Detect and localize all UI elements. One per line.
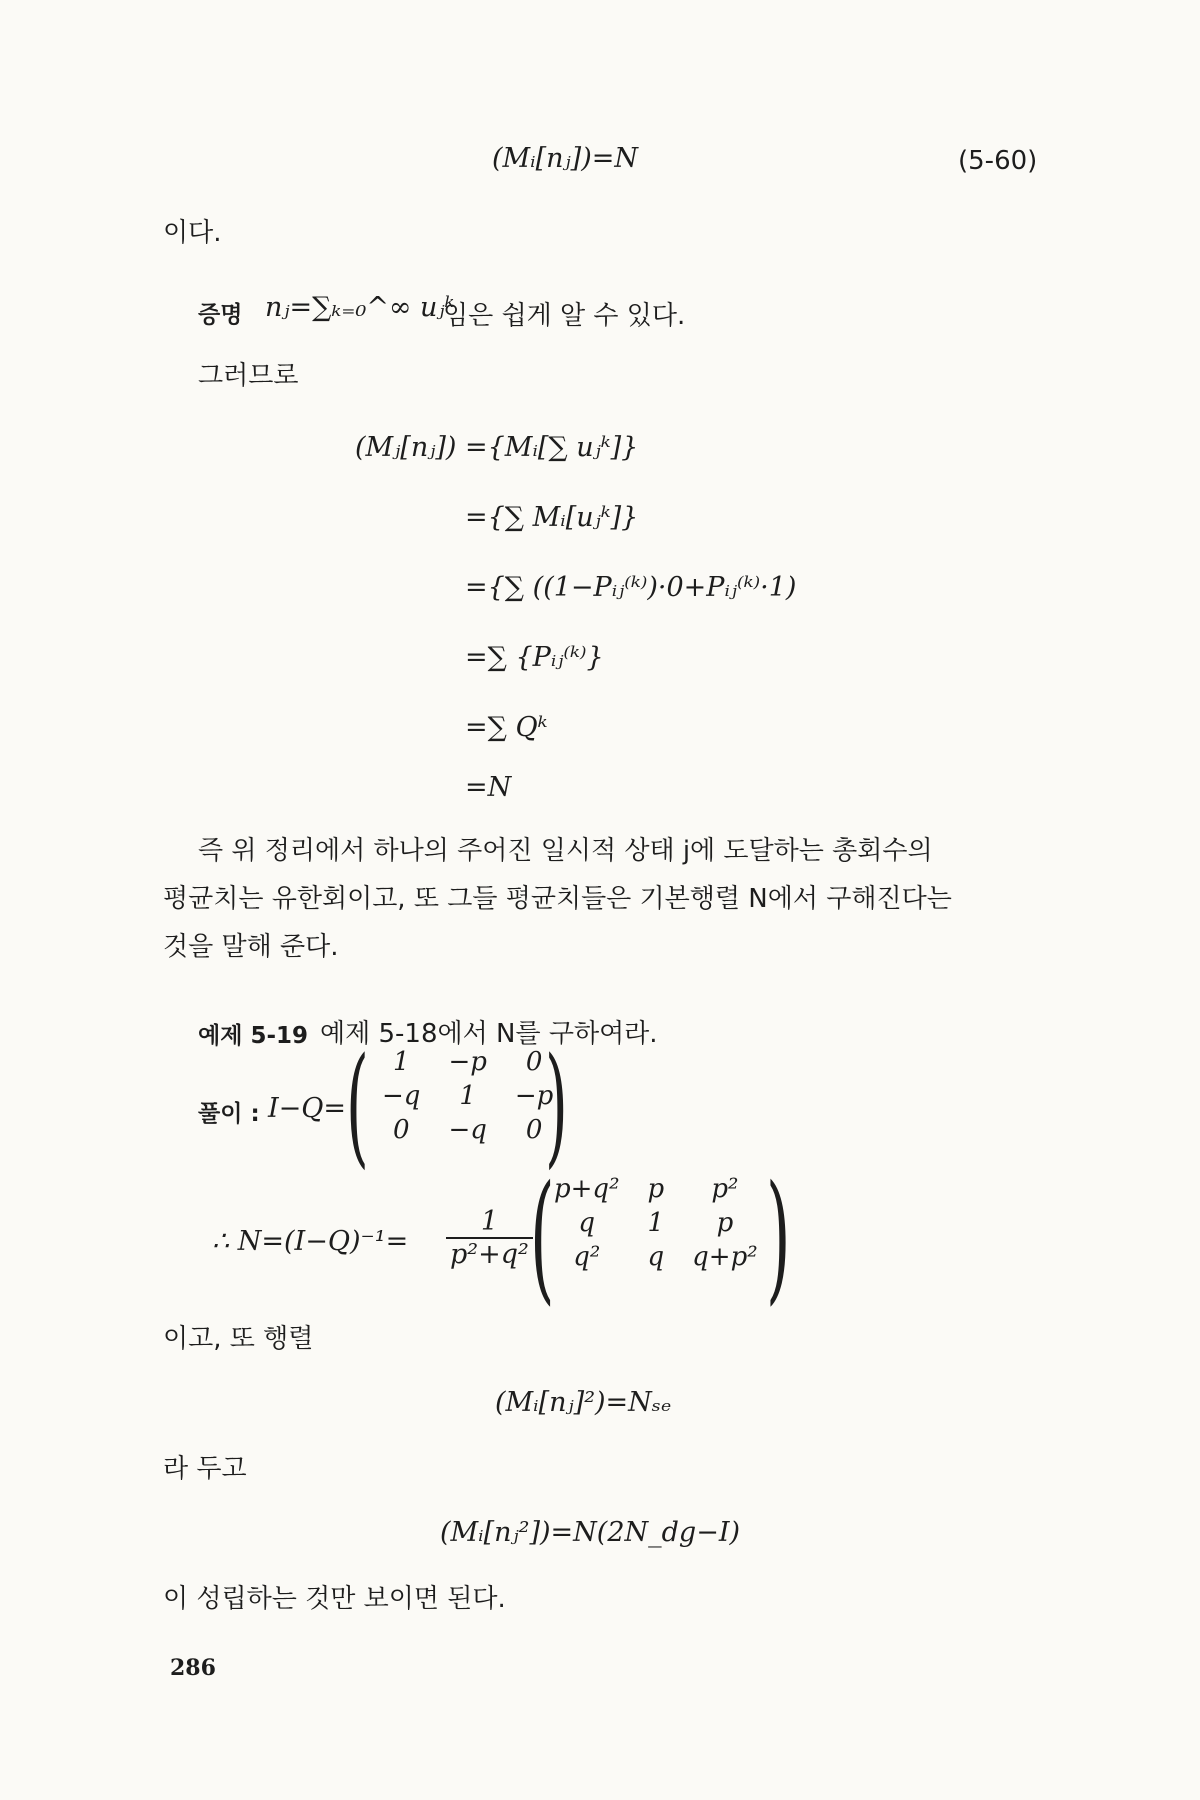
paragraph-line-1: 즉 위 정리에서 하나의 주어진 일시적 상태 j에 도달하는 총회수의 (198, 836, 933, 866)
text-igo: 이고, 또 행렬 (163, 1324, 314, 1354)
matrix-iq-cell: 0 (392, 1115, 410, 1145)
chain-step-5: =∑ Qᵏ (465, 712, 548, 743)
left-paren-n: ( (530, 1156, 555, 1319)
paragraph-line-2: 평균치는 유한회이고, 또 그들 평균치들은 기본행렬 N에서 구해진다는 (163, 884, 952, 914)
proof-text: 임은 쉽게 알 수 있다. (443, 301, 686, 331)
equation-nsq: (Mᵢ[nⱼ]²)=Nₛₑ (495, 1387, 672, 1418)
equation-5-60: (Mᵢ[nⱼ])=N (492, 143, 638, 174)
matrix-iq-cell: 1 (392, 1047, 410, 1077)
matrix-i-minus-q (368, 1045, 567, 1147)
equation-ndg: (Mᵢ[nⱼ²])=N(2N_dg−I) (440, 1517, 741, 1548)
solution-label: 풀이 : (198, 1101, 260, 1127)
matrix-iq-cell: −q (382, 1081, 421, 1111)
chain-step-1: ={Mᵢ[∑ uⱼᵏ]} (465, 432, 639, 463)
matrix-iq-row (368, 1113, 567, 1147)
chain-step-3: ={∑ ((1−Pᵢⱼ⁽ᵏ⁾)·0+Pᵢⱼ⁽ᵏ⁾·1) (465, 572, 797, 603)
matrix-n-row (540, 1172, 772, 1206)
matrix-n-cell: 1 (647, 1208, 665, 1238)
proof-label: 증명 (198, 302, 243, 328)
fraction (446, 1206, 533, 1270)
matrix-n-cell: q+p² (692, 1242, 758, 1272)
matrix-n-row (540, 1240, 772, 1274)
chain-step-6: =N (465, 772, 512, 803)
equation-number: (5-60) (958, 146, 1038, 176)
text-geureomeuro: 그러므로 (198, 361, 299, 391)
right-paren-iq: ) (545, 1029, 568, 1181)
fraction-denominator: p²+q² (450, 1239, 529, 1270)
matrix-iq-cell: 1 (459, 1081, 476, 1111)
matrix-n-cell: p (647, 1174, 665, 1204)
matrix-iq-row (368, 1079, 567, 1113)
right-paren-n: ) (766, 1156, 791, 1319)
matrix-n (540, 1172, 772, 1274)
example-text: 예제 5-18에서 N를 구하여라. (320, 1019, 658, 1049)
text-ida: 이다. (163, 218, 222, 248)
paragraph-line-3: 것을 말해 준다. (163, 932, 339, 962)
matrix-iq-cell: −p (514, 1081, 554, 1111)
matrix-iq-cell: −p (448, 1047, 487, 1077)
matrix-iq-cell: 0 (525, 1047, 543, 1077)
chain-step-4: =∑ {Pᵢⱼ⁽ᵏ⁾} (465, 642, 604, 673)
proof-formula: nⱼ=∑ₖ₌₀^∞ uⱼᵏ (265, 292, 455, 323)
text-ra-dugo: 라 두고 (163, 1454, 247, 1484)
matrix-n-row (540, 1206, 772, 1240)
text-final: 이 성립하는 것만 보이면 된다. (163, 1584, 506, 1614)
page-number: 286 (170, 1655, 216, 1681)
matrix-n-cell: p+q² (554, 1174, 620, 1204)
matrix-n-cell: p (716, 1208, 734, 1238)
matrix-n-cell: q² (573, 1242, 601, 1272)
matrix-n-cell: p² (711, 1174, 739, 1204)
iq-lhs: I−Q= (268, 1093, 347, 1124)
example-label: 예제 5-19 (198, 1023, 308, 1049)
matrix-n-cell: q (647, 1242, 665, 1272)
fraction-numerator: 1 (446, 1206, 533, 1239)
matrix-iq-cell: −q (448, 1115, 487, 1145)
matrix-n-cell: q (578, 1208, 596, 1238)
matrix-iq-row (368, 1045, 567, 1079)
chain-lhs: (Mⱼ[nⱼ]) (355, 432, 457, 463)
chain-step-2: ={∑ Mᵢ[uⱼᵏ]} (465, 502, 639, 533)
matrix-iq-cell: 0 (525, 1115, 543, 1145)
left-paren-iq: ( (346, 1029, 369, 1181)
n-lhs: ∴ N=(I−Q)⁻¹= (212, 1226, 409, 1257)
